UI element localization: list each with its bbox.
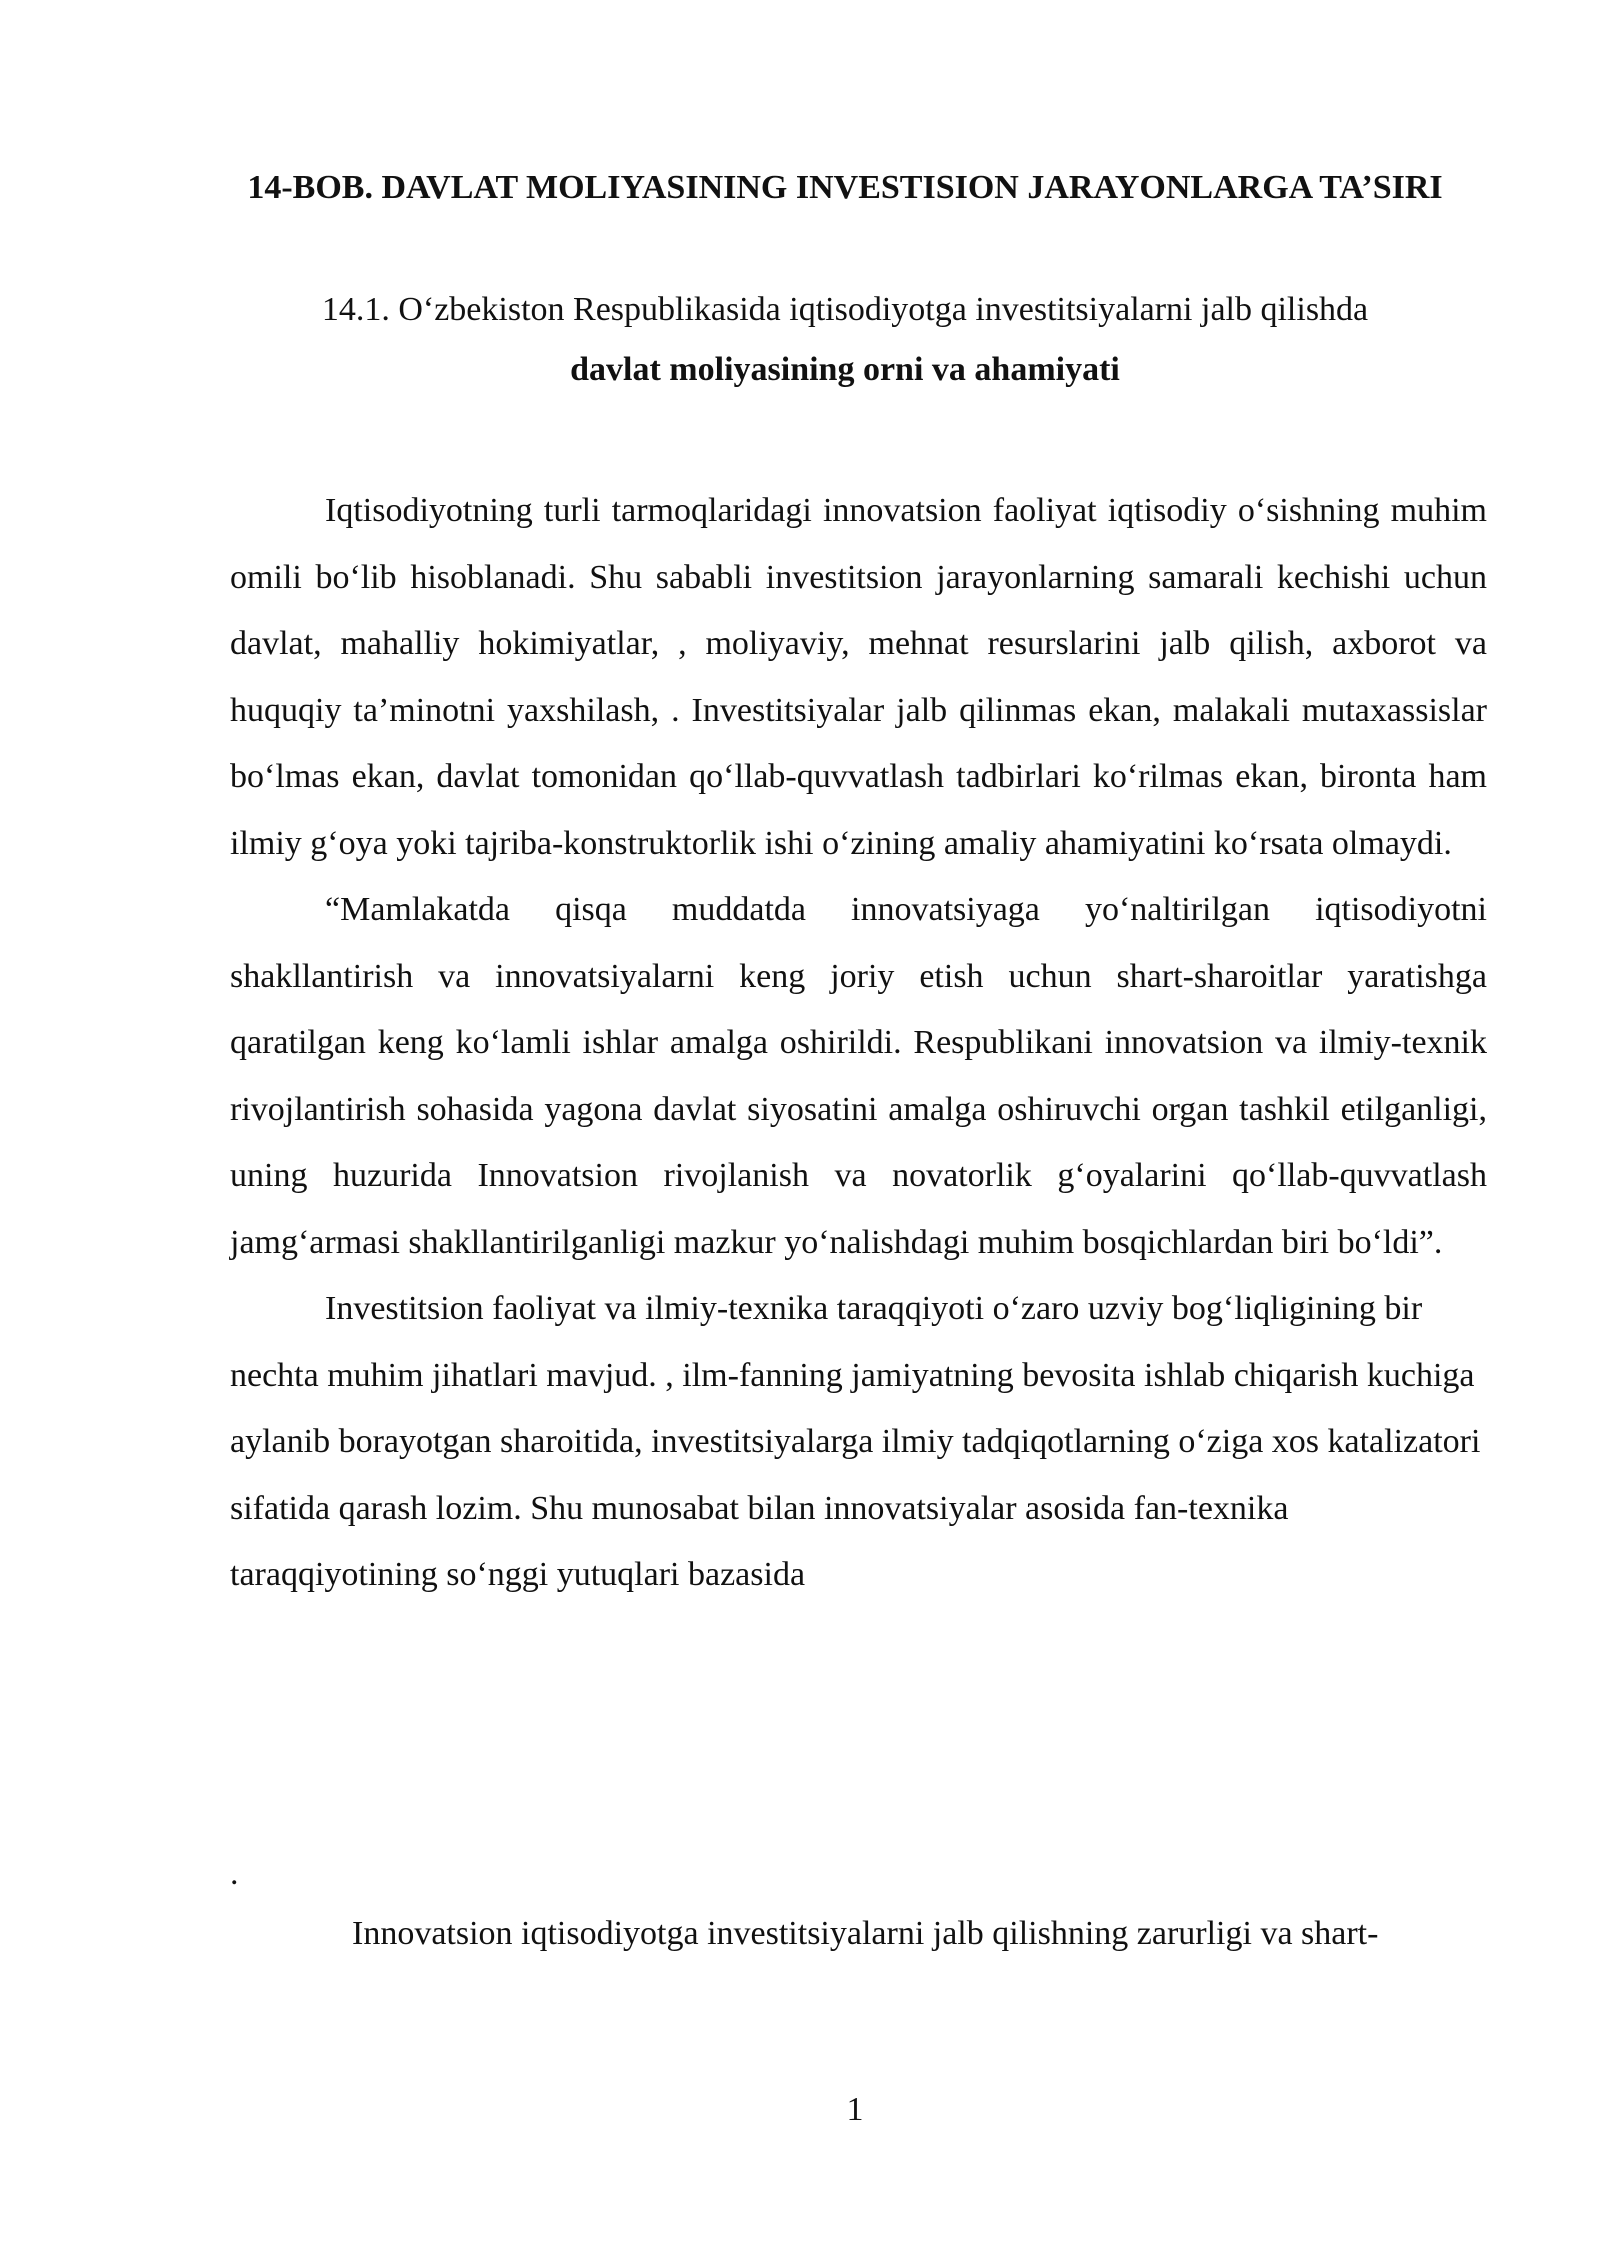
- paragraph-3: Investitsion faoliyat va ilmiy-texnika taraqqiyoti o‘zaro uzviy bog‘liqligining bir nechta muhim jihatlari mavjud. , ilm-fanning jamiyatning bevosita ishlab chiqarish kuchiga aylanib borayotgan sharoitida, investitsiyalarga ilmiy tadqiqotlarning o‘ziga xos katalizatori sifatida qarash lozim. Shu munosabat bilan innovatsiyalar asosida fan-texnika taraqqiyotining so‘nggi yutuqlari bazasida: [230, 1290, 1481, 1593]
- paragraph-1: Iqtisodiyotning turli tarmoqlaridagi innovatsion faoliyat iqtisodiy o‘sishning muhim omili bo‘lib hisoblanadi. Shu sababli investitsion jarayonlarning samarali kechishi uchun davlat, mahalliy hokimiyatlar, , moliyaviy, mehnat resurslarini jalb qilish, axborot va huquqiy ta’minotni yaxshilash, . Investitsiyalar jalb qilinmas ekan, malakali mutaxassislar bo‘lmas ekan, davlat tomonidan qo‘llab-quvvatlash tadbirlari ko‘rilmas ekan, bironta ham ilmiy g‘oya yoki tajriba-konstruktorlik ishi o‘zining amaliy ahamiyatini ko‘rsata olmaydi.: [230, 492, 1487, 862]
- page-number: 1: [846, 2091, 864, 2128]
- stray-dot: .: [230, 1855, 239, 1892]
- body-text: [230, 478, 1487, 1609]
- subheading-line: Innovatsion iqtisodiyotga investitsiyalarni jalb qilishning zarurligi va shart-: [352, 1915, 1379, 1952]
- section-title-line1: 14.1. O‘zbekiston Respublikasida iqtisodiyotga investitsiyalarni jalb qilishda: [321, 291, 1369, 328]
- section-title-line2: davlat moliyasining orni va ahamiyati: [570, 351, 1120, 388]
- paragraph-2: “Mamlakatda qisqa muddatda innovatsiyaga yo‘naltirilgan iqtisodiyotni shakllantirish va innovatsiyalarni keng joriy etish uchun shart-sharoitlar yaratishga qaratilgan keng ko‘lamli ishlar amalga oshirildi. Respublikani innovatsion va ilmiy-texnik rivojlantirish sohasida yagona davlat siyosatini amalga oshiruvchi organ tashkil etilganligi, uning huzurida Innovatsion rivojlanish va novatorlik g‘oyalarini qo‘llab-quvvatlash jamg‘armasi shakllantirilganligi mazkur yo‘nalishdagi muhim bosqichlardan biri bo‘ldi”.: [230, 891, 1487, 1261]
- chapter-title: 14-BOB. DAVLAT MOLIYASINING INVESTISION JARAYONLARGA TA’SIRI: [247, 169, 1443, 206]
